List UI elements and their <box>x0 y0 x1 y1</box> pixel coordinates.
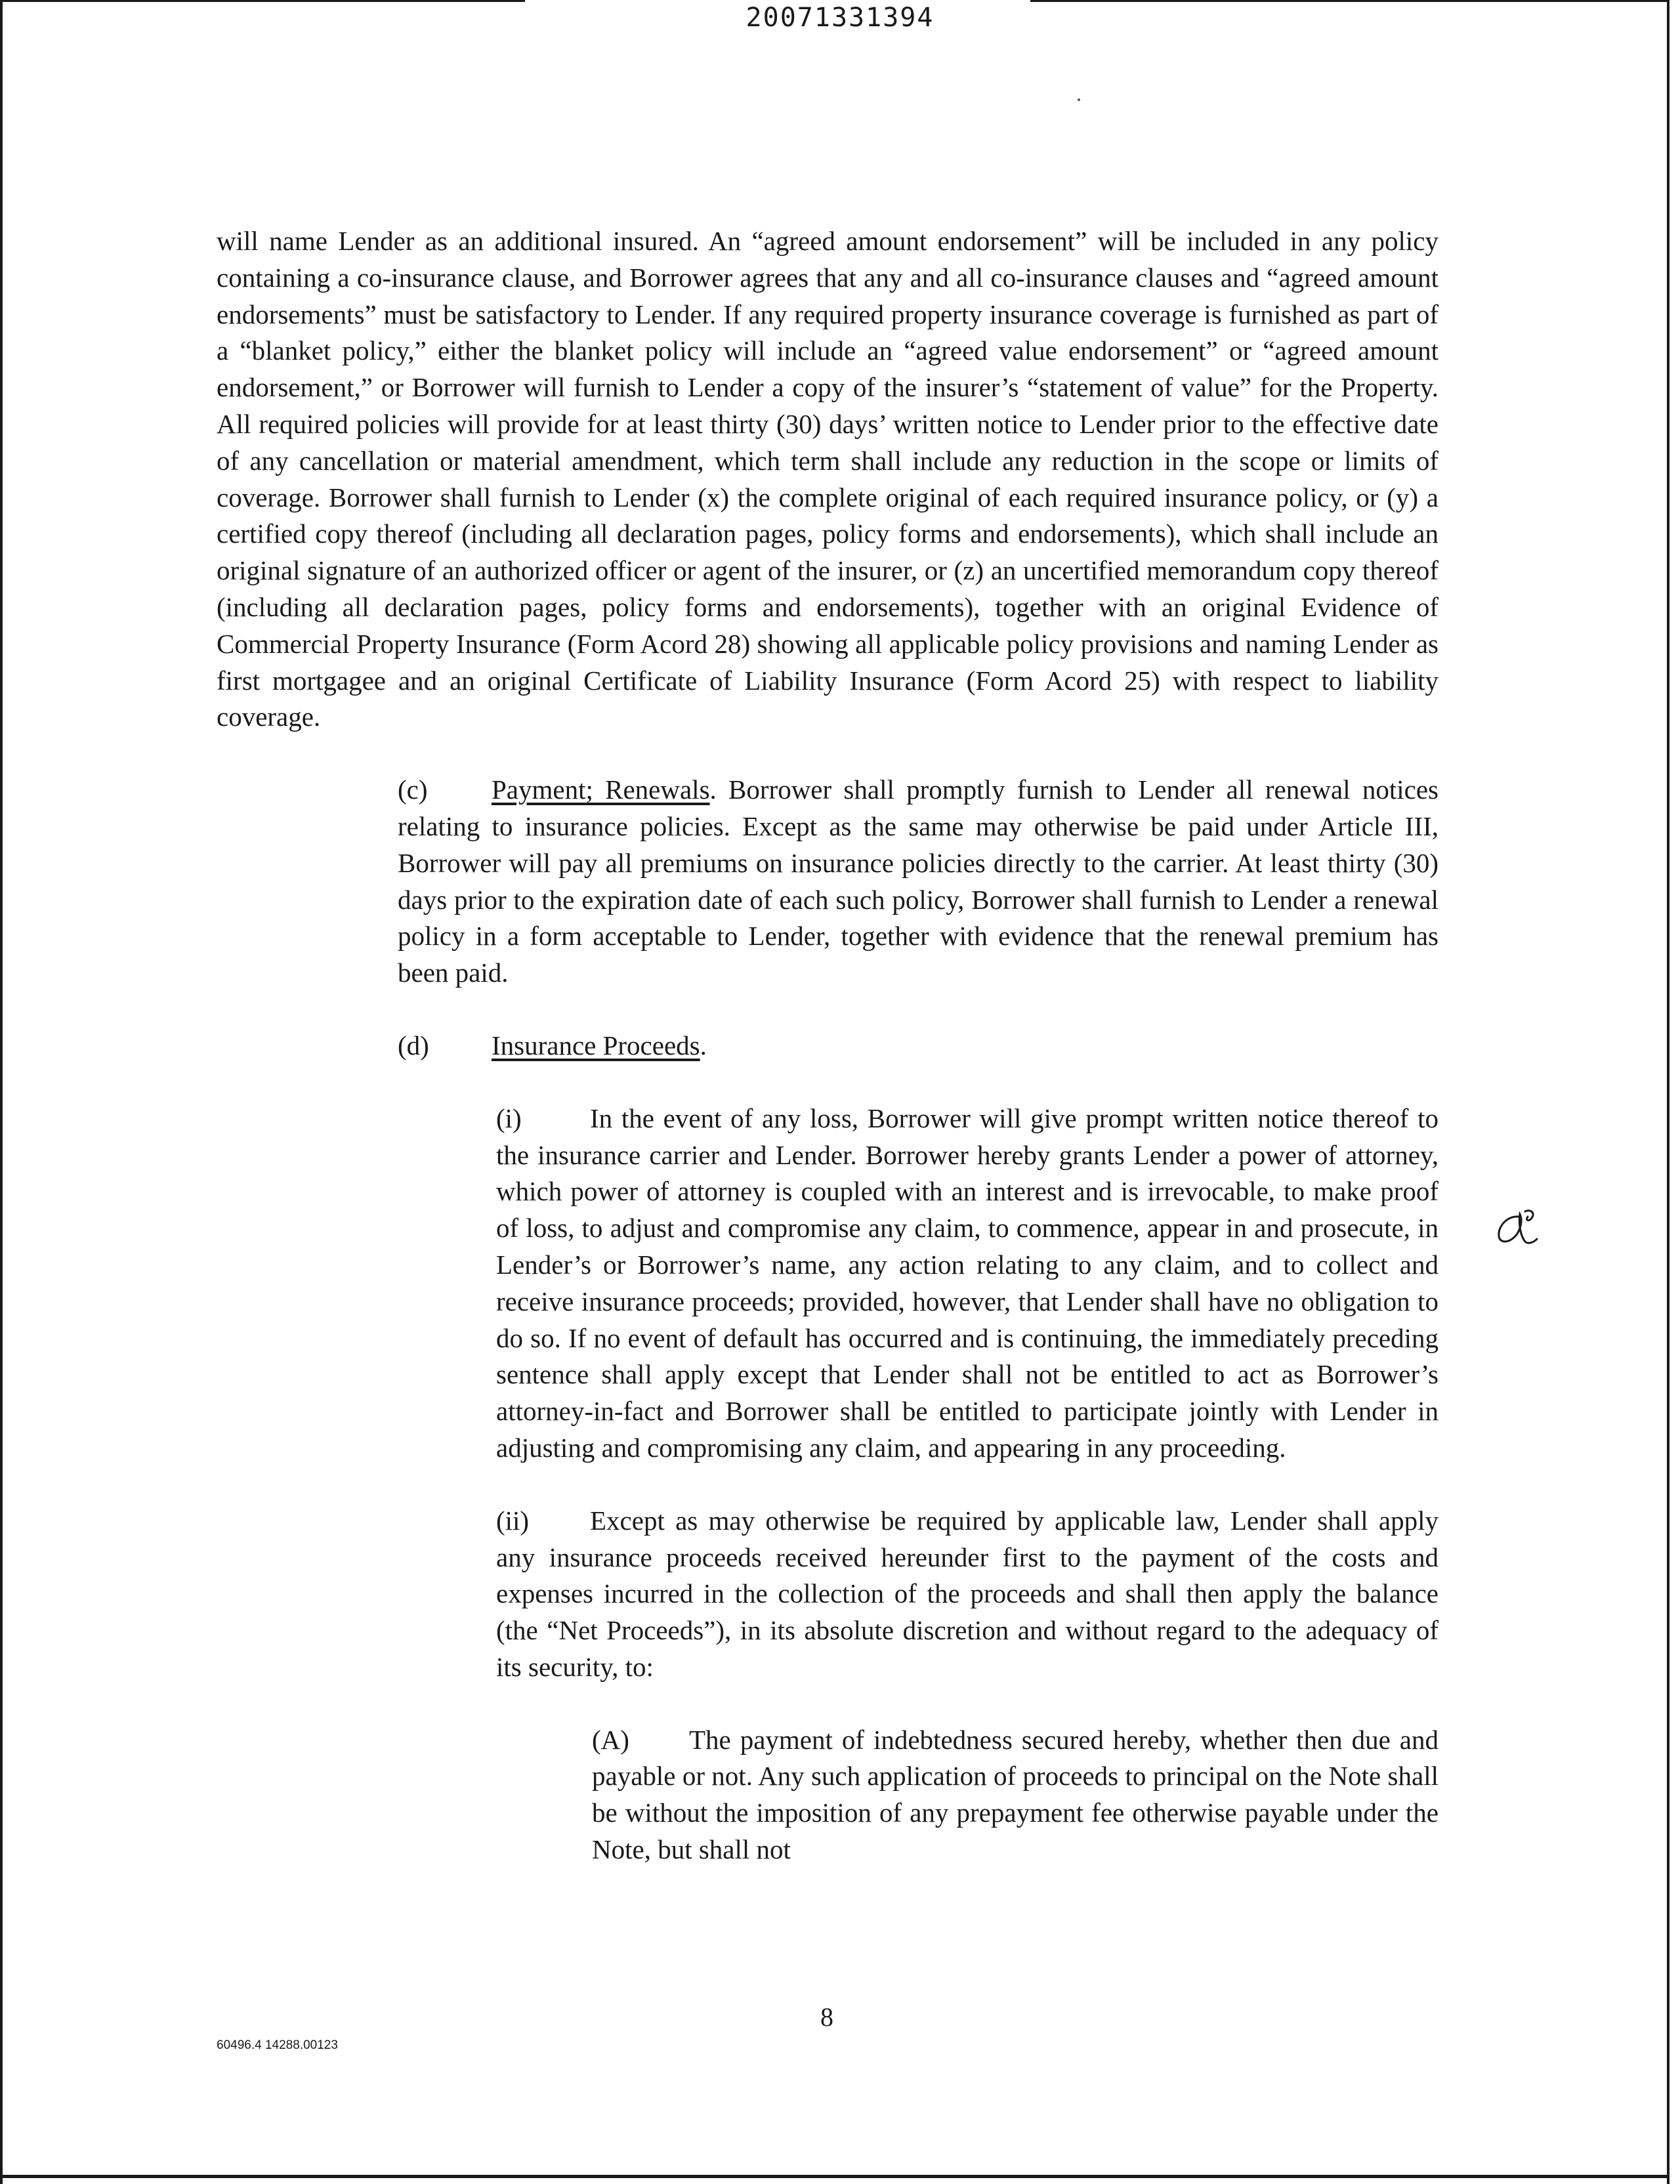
paragraph-c-text: . Borrower shall promptly furnish to Lender all renewal notices relating to insurance policies. Except as the same may otherwise be paid under Article III, Borrower will pay all premiums on insurance policies directly to the carrier. At least thirty (30) days prior to the expiration date of each such policy, Borrower shall furnish to Lender a renewal policy in a form acceptable to Lender, together with evidence that the renewal premium has been paid. <box>398 774 1438 988</box>
heading-period: . <box>700 1030 707 1060</box>
recording-number: 20071331394 <box>746 3 934 33</box>
paragraph-A-text: The payment of indebtedness secured hereby, whether then due and payable or not. Any such application of proceeds to principal on the Note shall be without the imposition of any prepayment fee otherwise payable under the Note, but shall not <box>592 1724 1438 1865</box>
paragraph-subsection-i <box>217 1101 1438 1467</box>
scan-speck <box>1078 98 1080 101</box>
scan-border-top-right <box>1030 0 1670 2</box>
document-reference: 60496.4 14288.00123 <box>217 2038 338 2052</box>
section-number-A: (A) <box>592 1724 629 1755</box>
paragraph-payment-renewals <box>217 772 1438 992</box>
page-number: 8 <box>820 2002 833 2032</box>
section-number-d: (d) <box>398 1030 429 1060</box>
section-number-i: (i) <box>496 1102 522 1133</box>
paragraph-insurance-requirements: will name Lender as an additional insured. An “agreed amount endorsement” will be included in any policy containing a co-insurance clause, and Borrower agrees that any and all co-insurance clauses and “agreed amount endorsements” must be satisfactory to Lender. If any required property insurance coverage is furnished as part of a “blanket policy,” either the blanket policy will include an “agreed value endorsement” or “agreed amount endorsement,” or Borrower will furnish to Lender a copy of the insurer’s “statement of value” for the Property. All required policies will provide for at least thirty (30) days’ written notice to Lender prior to the effective date of any cancellation or material amendment, which term shall include any reduction in the scope or limits of coverage. Borrower shall furnish to Lender (x) the complete original of each required insurance policy, or (y) a certified copy thereof (including all declaration pages, policy forms and endorsements), which shall include an original signature of an authorized officer or agent of the insurer, or (z) an uncertified memorandum copy thereof (including all declaration pages, policy forms and endorsements), together with an original Evidence of Commercial Property Insurance (Form Acord 28) showing all applicable policy provisions and naming Lender as first mortgagee and an original Certificate of Liability Insurance (Form Acord 25) with respect to liability coverage. <box>217 226 1438 732</box>
document-body <box>217 223 1438 1868</box>
section-number-ii: (ii) <box>496 1505 530 1536</box>
paragraph-ii-text: Except as may otherwise be required by applicable law, Lender shall apply any insurance proceeds received hereunder first to the payment of the costs and expenses incurred in the collection of the proceeds and shall then apply the balance (the “Net Proceeds”), in its absolute discretion and without regard to the adequacy of its security, to: <box>496 1505 1438 1682</box>
scan-border-left <box>0 0 3 2184</box>
paragraph-subsection-ii <box>217 1503 1438 1686</box>
paragraph-i-text: In the event of any loss, Borrower will give prompt written notice thereof to the insurance carrier and Lender. Borrower hereby grants Lender a power of attorney, which power of attorney is coupled with an interest and is irrevocable, to make proof of loss, to adjust and compromise any claim, to commence, appear in and prosecute, in Lender’s or Borrower’s name, any action relating to any claim, and to collect and receive insurance proceeds; provided, however, that Lender shall have no obligation to do so. If no event of default has occurred and is continuing, the immediately preceding sentence shall apply except that Lender shall not be entitled to act as Borrower’s attorney-in-fact and Borrower shall be entitled to participate jointly with Lender in adjusting and compromising any claim, and appearing in any proceeding. <box>496 1102 1438 1463</box>
scan-border-top-left <box>0 0 525 2</box>
handwritten-initials-icon <box>1488 1202 1554 1255</box>
paragraph-insurance-proceeds-heading <box>217 1028 1438 1064</box>
section-number-c: (c) <box>398 774 428 805</box>
scan-border-right <box>1667 0 1670 2184</box>
scan-border-bottom <box>0 2175 1670 2178</box>
heading-insurance-proceeds: Insurance Proceeds <box>492 1030 700 1060</box>
heading-payment-renewals: Payment; Renewals <box>492 774 710 805</box>
paragraph-subsection-A <box>217 1722 1438 1868</box>
